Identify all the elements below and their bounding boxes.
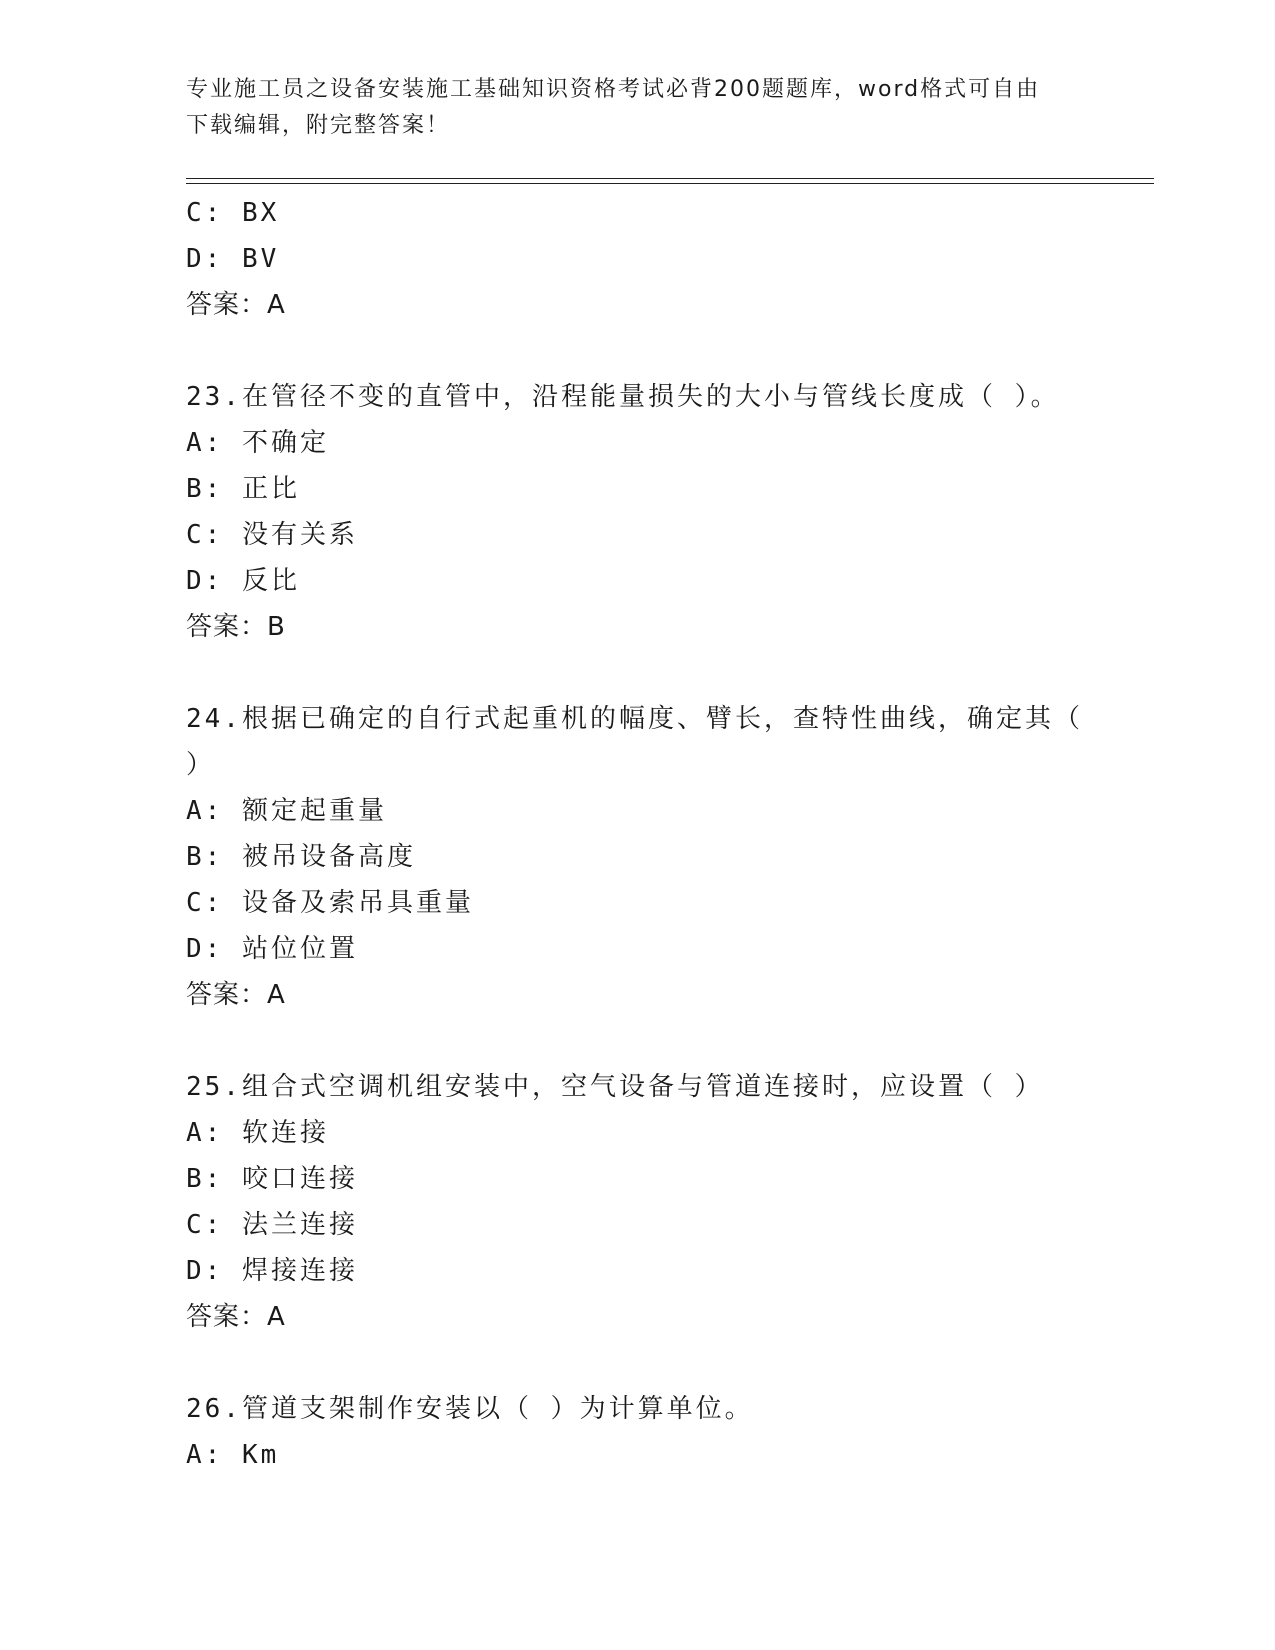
question-number: 23. — [186, 382, 242, 412]
option-d — [186, 926, 1086, 972]
option-text: 咬口连接 — [241, 1164, 358, 1194]
option-text: 被吊设备高度 — [241, 842, 416, 872]
document-header — [186, 72, 1086, 144]
option-label: D: — [186, 934, 224, 964]
answer-line: 答案：A — [186, 1302, 286, 1332]
option-d — [186, 558, 1086, 604]
option-label: B: — [186, 842, 224, 872]
question-23 — [186, 374, 1086, 420]
option-label: D: — [186, 566, 224, 596]
option-text: BV — [241, 244, 280, 274]
question-text: 根据已确定的自行式起重机的幅度、臂长，查特性曲线，确定其（ — [241, 704, 1083, 734]
option-label: C: — [186, 1210, 224, 1240]
question-25 — [186, 1064, 1086, 1110]
header-divider-top — [186, 178, 1154, 179]
answer-line: 答案：B — [186, 612, 286, 642]
option-a — [186, 1110, 1086, 1156]
option-d — [186, 1248, 1086, 1294]
header-line-2: 下载编辑，附完整答案！ — [186, 113, 451, 138]
option-b — [186, 466, 1086, 512]
header-line-1: 专业施工员之设备安装施工基础知识资格考试必背200题题库，word格式可自由 — [186, 77, 1041, 102]
option-label: C: — [186, 198, 224, 228]
option-c — [186, 1202, 1086, 1248]
option-label: C: — [186, 888, 224, 918]
question-text: 在管径不变的直管中，沿程能量损失的大小与管线长度成（ ）。 — [241, 382, 1060, 412]
question-26 — [186, 1386, 1086, 1432]
question-text-continued: ） — [186, 750, 216, 780]
question-text: 管道支架制作安装以（ ）为计算单位。 — [241, 1394, 754, 1424]
option-text: 法兰连接 — [241, 1210, 358, 1240]
option-text: 没有关系 — [241, 520, 358, 550]
option-text: 正比 — [241, 474, 300, 504]
option-label: D: — [186, 244, 224, 274]
answer-line: 答案：A — [186, 290, 286, 320]
option-label: D: — [186, 1256, 224, 1286]
option-text: Km — [241, 1440, 280, 1470]
question-list — [186, 190, 1086, 1478]
option-c — [186, 512, 1086, 558]
option-text: 反比 — [241, 566, 300, 596]
question-text: 组合式空调机组安装中，空气设备与管道连接时，应设置（ ） — [241, 1072, 1044, 1102]
option-a — [186, 420, 1086, 466]
question-number: 26. — [186, 1394, 242, 1424]
question-24 — [186, 696, 1086, 742]
option-text: 站位位置 — [241, 934, 358, 964]
option-label: A: — [186, 1440, 224, 1470]
answer-line: 答案：A — [186, 980, 286, 1010]
header-divider-bottom — [186, 183, 1154, 184]
option-label: B: — [186, 474, 224, 504]
option-c — [186, 190, 1086, 236]
option-text: BX — [241, 198, 280, 228]
option-b — [186, 834, 1086, 880]
option-b — [186, 1156, 1086, 1202]
option-text: 不确定 — [241, 428, 329, 458]
option-text: 设备及索吊具重量 — [241, 888, 474, 918]
option-label: B: — [186, 1164, 224, 1194]
option-text: 焊接连接 — [241, 1256, 358, 1286]
option-a — [186, 788, 1086, 834]
option-text: 软连接 — [241, 1118, 329, 1148]
question-number: 24. — [186, 704, 242, 734]
option-label: A: — [186, 1118, 224, 1148]
option-label: C: — [186, 520, 224, 550]
option-text: 额定起重量 — [241, 796, 387, 826]
question-number: 25. — [186, 1072, 242, 1102]
option-c — [186, 880, 1086, 926]
option-label: A: — [186, 428, 224, 458]
option-a — [186, 1432, 1086, 1478]
option-d — [186, 236, 1086, 282]
option-label: A: — [186, 796, 224, 826]
